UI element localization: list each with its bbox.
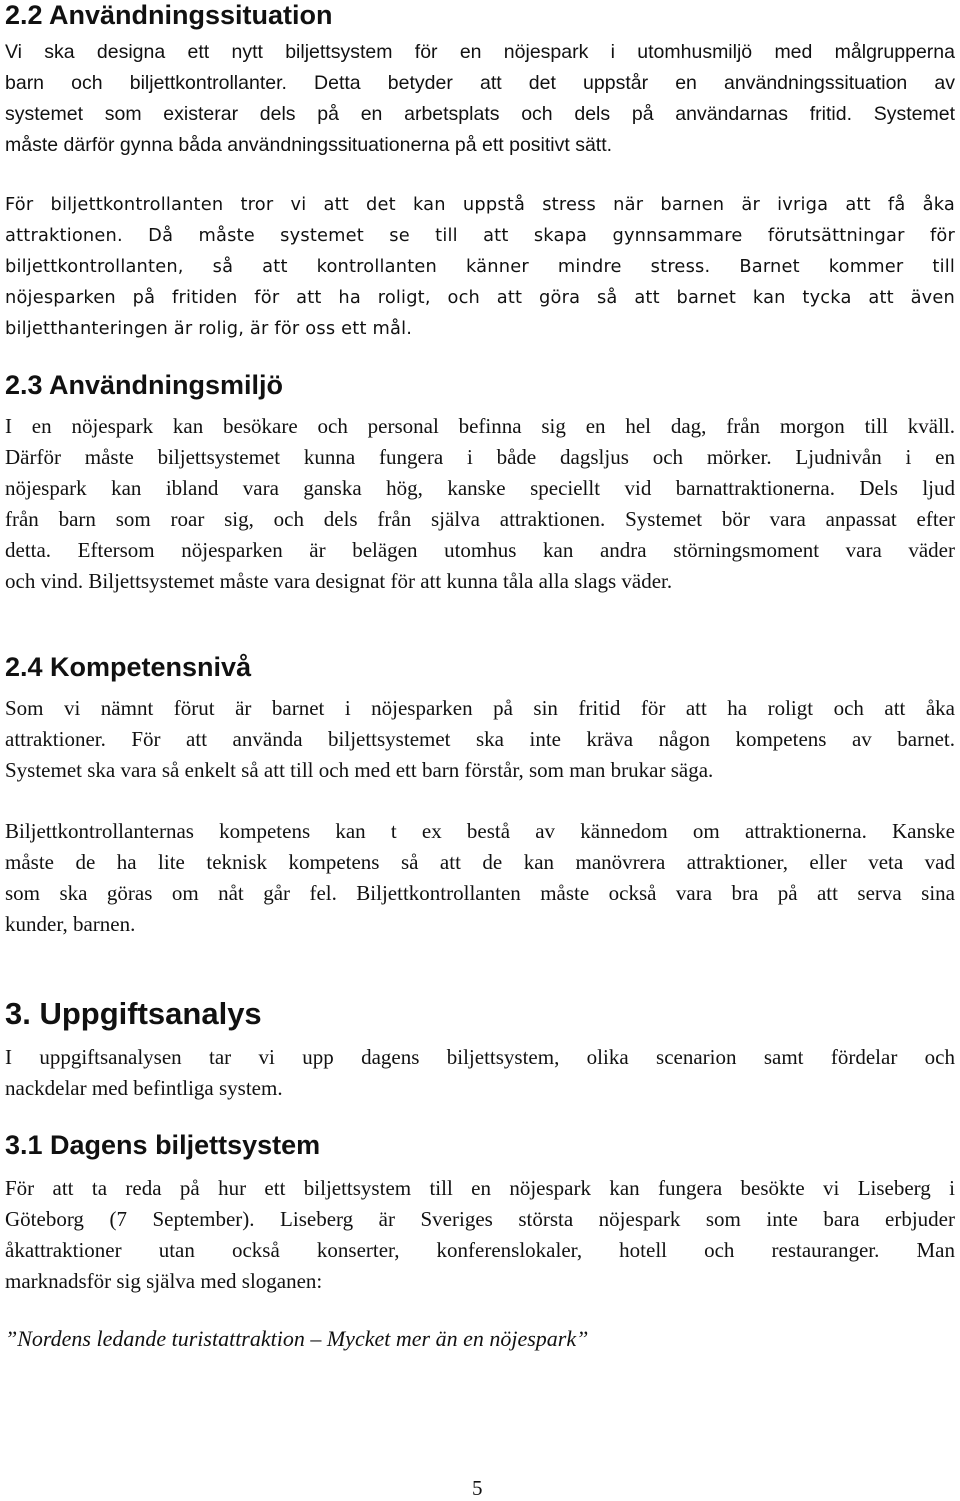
text-line: Göteborg (7 September). Liseberg är Sveriges största nöjespark som inte bara erbjuder [5,1207,955,1231]
text-line: Därför måste biljettsystemet kunna fungera i både dagsljus och mörker. Ljudnivån i en [5,445,955,469]
text-line: detta. Eftersom nöjesparken är belägen utomhus kan andra störningsmoment vara väder [5,538,955,562]
text-line: Biljettkontrollanternas kompetens kan t ex bestå av kännedom om attraktionerna. Kanske [5,819,955,843]
text-line: I uppgiftsanalysen tar vi upp dagens biljettsystem, olika scenarion samt fördelar och [5,1045,955,1069]
text-line: från barn som roar sig, och dels från själva attraktionen. Systemet bör vara anpassat efter [5,507,955,531]
heading-2-3: 2.3 Användningsmiljö [5,370,284,400]
text-line: Vi ska designa ett nytt biljettsystem för en nöjespark i utomhusmiljö med målgrupperna [5,41,955,63]
text-line: åkattraktioner utan också konserter, konferenslokaler, hotell och restauranger. Man [5,1238,955,1262]
page-number: 5 [472,1476,483,1500]
text-line: måste de ha lite teknisk kompetens så att de kan manövrera attraktioner, eller veta vad [5,850,955,874]
text-line: nöjesparken på fritiden för att ha roligt, och att göra så att barnet kan tycka att även [5,287,955,308]
slogan-quote: ”Nordens ledande turistattraktion – Mycket mer än en nöjespark” [5,1326,589,1351]
text-line: marknadsför sig själva med sloganen: [5,1269,323,1293]
text-line: För att ta reda på hur ett biljettsystem till en nöjespark kan fungera besökte vi Liseberg i [5,1176,955,1200]
heading-2-2: 2.2 Användningssituation [5,0,333,30]
text-line: Som vi nämnt förut är barnet i nöjesparken på sin fritid för att ha roligt och att åka [5,696,955,720]
text-line: systemet som existerar dels på en arbetsplats och dels på användarnas fritid. Systemet [5,103,955,125]
heading-3-1: 3.1 Dagens biljettsystem [5,1130,321,1160]
text-line: barn och biljettkontrollanter. Detta betyder att det uppstår en användningssituation av [5,72,955,94]
text-line: attraktionen. Då måste systemet se till att skapa gynnsammare förutsättningar för [5,225,955,246]
text-line: kunder, barnen. [5,912,136,936]
heading-2-4: 2.4 Kompetensnivå [5,652,252,682]
text-line: För biljettkontrollanten tror vi att det kan uppstå stress när barnen är ivriga att få åka [5,194,955,215]
text-line: nöjespark kan ibland vara ganska hög, kanske speciellt vid barnattraktionerna. Dels ljud [5,476,955,500]
text-line: attraktioner. För att använda biljettsystemet ska inte kräva någon kompetens av barnet. [5,727,955,751]
text-line: biljetthanteringen är rolig, är för oss ett mål. [5,318,413,339]
text-line: biljettkontrollanten, så att kontrollanten känner mindre stress. Barnet kommer till [5,256,955,277]
text-line: Systemet ska vara så enkelt så att till och med ett barn förstår, som man brukar säga. [5,758,714,782]
text-line: I en nöjespark kan besökare och personal befinna sig en hel dag, från morgon till kväll. [5,414,955,438]
text-line: måste därför gynna båda användningssituationerna på ett positivt sätt. [5,134,613,156]
text-line: nackdelar med befintliga system. [5,1076,283,1100]
text-line: och vind. Biljettsystemet måste vara designat för att kunna tåla alla slags väder. [5,569,673,593]
heading-3: 3. Uppgiftsanalys [5,996,262,1031]
text-line: som ska göras om nåt går fel. Biljettkontrollanten måste också vara bra på att serva sina [5,881,955,905]
